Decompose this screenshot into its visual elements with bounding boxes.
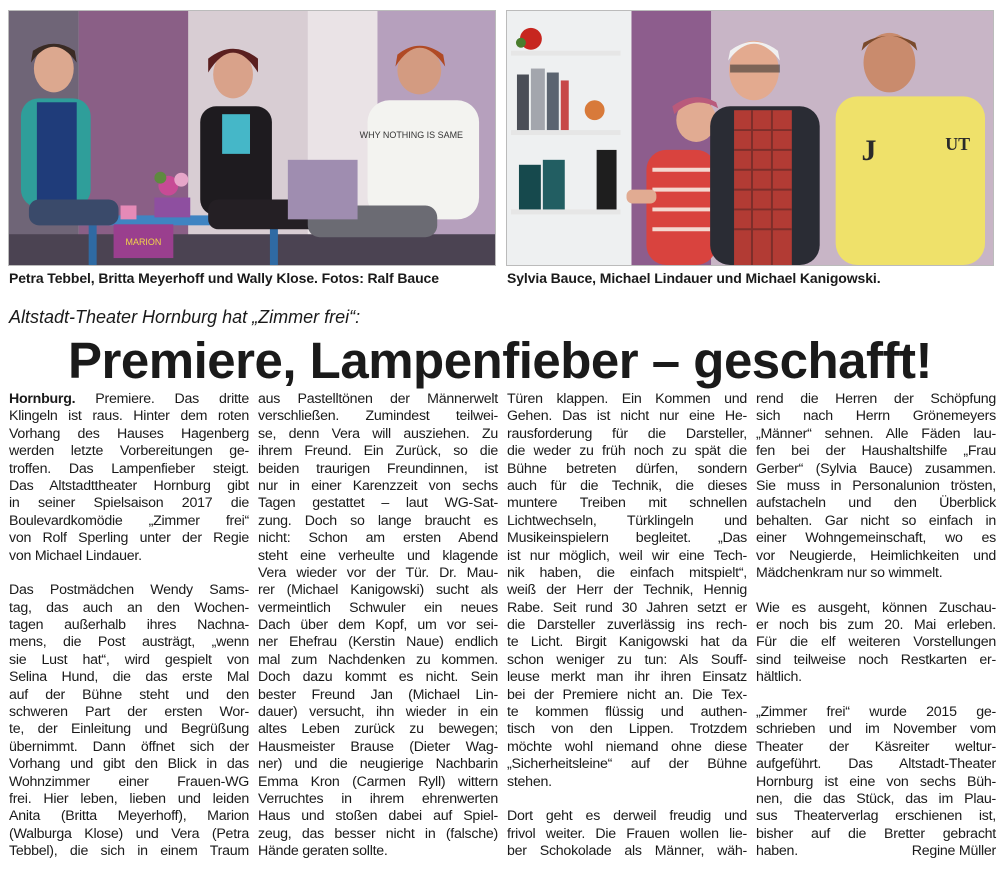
text-line: die weder zu früh noch zu spät die xyxy=(507,443,747,460)
text-line: Wohnzimmer einer Frauen-WG xyxy=(9,773,249,790)
text-line: sich nach Herrn Grönemeyers xyxy=(756,408,996,425)
text-line: „Männer“ sehnen. Alle Fäden lau- xyxy=(756,425,996,442)
text-line: (Walburga Klose) und Vera (Petra xyxy=(9,825,249,842)
article-headline: Premiere, Lampenfieber – geschafft! xyxy=(68,332,932,389)
text-line: Dach über dem Kopf, um vor sei- xyxy=(258,617,498,634)
text-line: Gehen. Das ist nicht nur eine He- xyxy=(507,408,747,425)
text-line: vermeintlich Schwuler ein neues xyxy=(258,599,498,616)
text-line: Hausmeister Brause (Dieter Wag- xyxy=(258,738,498,755)
text-line: leuse merkt man ihr ihren Einsatz xyxy=(507,669,747,686)
text-line: Emma Kron (Carmen Ryll) wittern xyxy=(258,773,498,790)
article-column-4 xyxy=(756,391,996,861)
article-column-3 xyxy=(507,391,747,861)
text-line: nicht: Schon am ersten Abend xyxy=(258,530,498,547)
article-column-1 xyxy=(9,391,249,861)
text-line: mens, die Post austrägt, „wenn xyxy=(9,634,249,651)
text-line: von Rolf Sperling unter der Regie xyxy=(9,530,249,547)
text-line: fen bei der Haushaltshilfe „Frau xyxy=(756,443,996,460)
text-line: Hornburg. Premiere. Das dritte xyxy=(9,391,249,407)
text-line: ist nur möglich, weil wir eine Tech- xyxy=(507,547,747,564)
text-line: tagen außerhalb ihres Nachna- xyxy=(9,617,249,634)
text-line: altes Leben zurück zu bewegen; xyxy=(258,721,498,738)
text-line: se, denn Vera will ausziehen. Zu xyxy=(258,425,498,442)
text-line: beiden traurigen Freundinnen, ist xyxy=(258,460,498,477)
photo-caption-left: Petra Tebbel, Britta Meyerhoff und Wally Klose. Fotos: Ralf Bauce xyxy=(9,270,439,286)
text-line: Vera wieder vor der Tür. Dr. Mau- xyxy=(258,564,498,581)
text-line: dauer) versucht, ihn wieder in ein xyxy=(258,704,498,721)
text-line: verschließen. Zumindest teilwei- xyxy=(258,408,498,425)
text-line: te, der Einleitung und Begrüßung xyxy=(9,721,249,738)
text-line: „Sicherheitsleine“ auf der Bühne xyxy=(507,756,747,773)
text-line: Rabe. Seit rund 30 Jahren setzt er xyxy=(507,599,747,616)
text-line: sus Theaterverlag erschienen ist, xyxy=(756,808,996,825)
text-line: ber Schokolade als Männer, wäh- xyxy=(507,843,747,860)
text-line: Klingeln ist raus. Hinter dem roten xyxy=(9,408,249,425)
text-line: nur in einer Karenzzeit von sechs xyxy=(258,477,498,494)
text-line: nen, die das Stück, das im Plau- xyxy=(756,790,996,807)
text-line: schrieben und im November vom xyxy=(756,721,996,738)
text-line xyxy=(756,843,996,860)
text-line: schon weniger zu tun: Als Souff- xyxy=(507,651,747,668)
text-line: tisch von den Lippen. Trotzdem xyxy=(507,721,747,738)
text-line: aus Pastelltönen der Männerwelt xyxy=(258,391,498,407)
text-line: Für die elf weiteren Vorstellungen xyxy=(756,634,996,651)
text-line: auch für die Technik, die dieses xyxy=(507,477,747,494)
text-line: möchte wohl niemand ohne diese xyxy=(507,738,747,755)
text-line: er noch bis zum 20. Mai erleben. xyxy=(756,617,996,634)
shirt-print: WHY NOTHING IS SAME xyxy=(359,130,464,140)
photo-stage-woman-two-men xyxy=(507,11,993,265)
text-line: Bühne betreten dürfen, sondern xyxy=(507,460,747,477)
text-line: hältlich. xyxy=(756,669,802,686)
article-column-2 xyxy=(258,391,498,861)
text-line: tag, das auch an den Wochen- xyxy=(9,599,249,616)
photo-stage-three-women xyxy=(9,11,495,265)
text-line: übernimmt. Dann öffnet sich der xyxy=(9,738,249,755)
text-line: bei der Premiere nicht an. Die Tex- xyxy=(507,686,747,703)
svg-text:J: J xyxy=(861,133,877,167)
text-line: Selina Hund, die das erste Mal xyxy=(9,669,249,686)
text-line: Mädchenkram nur so wimmelt. xyxy=(756,564,943,581)
text-line: Haus und stoßen dabei auf Spiel- xyxy=(258,808,498,825)
text-line: „Zimmer frei“ wurde 2015 ge- xyxy=(756,704,996,721)
table-sign: MARION xyxy=(125,237,162,248)
text-line: bester Freund Jan (Michael Lin- xyxy=(258,686,498,703)
text-line: sind teilweise noch Restkarten er- xyxy=(756,651,996,668)
text-line: Hände geraten sollte. xyxy=(258,843,388,860)
text-line: Vorhang des Hauses Hagenberg xyxy=(9,425,249,442)
text-line: te kommen flüssig und authen- xyxy=(507,704,747,721)
text-line: schweren Part der ersten Wor- xyxy=(9,704,249,721)
text-line: Tagen gestattet – laut WG-Sat- xyxy=(258,495,498,512)
text-line: vor Neugierde, Heimlichkeiten und xyxy=(756,547,996,564)
text-line: Lichtwechseln, Türklingeln und xyxy=(507,512,747,529)
text-line: ner) und die neugierige Nachbarin xyxy=(258,756,498,773)
text-line: bisher auf die Bretter gebracht xyxy=(756,825,996,842)
text-line: rend die Herren der Schöpfung xyxy=(756,391,996,407)
paragraph-gap xyxy=(756,582,996,599)
text-line: einer Wohngemeinschaft, wo es xyxy=(756,530,996,547)
text-line: Theater der Käsreiter weltur- xyxy=(756,738,996,755)
text-line: stehen. xyxy=(507,773,552,790)
article-dateline: Hornburg. xyxy=(9,391,76,407)
photo-caption-right: Sylvia Bauce, Michael Lindauer und Michael Kanigowski. xyxy=(507,270,881,286)
text-line: troffen. Das Lampenfieber steigt. xyxy=(9,460,249,477)
text-line: Dort geht es derweil freudig und xyxy=(507,808,747,825)
text-line: Tebbel), die sich in einem Traum xyxy=(9,843,249,860)
text-line: Anita (Britta Meyerhoff), Marion xyxy=(9,808,249,825)
text-line: die Darsteller zuverlässig ins rech- xyxy=(507,617,747,634)
text-line: ihrem Freund. Ein Zurück, so die xyxy=(258,443,498,460)
text-line: Sie muss in Personalunion trösten, xyxy=(756,477,996,494)
text-line-end: haben. xyxy=(756,843,798,860)
text-line: behalten. Gar nicht so einfach in xyxy=(756,512,996,529)
text-line: Das Postmädchen Wendy Sams- xyxy=(9,582,249,599)
text-line: ner Ehefrau (Kerstin Naue) endlich xyxy=(258,634,498,651)
text-line: aufgeführt. Das Altstadt-Theater xyxy=(756,756,996,773)
article-author: Regine Müller xyxy=(911,843,996,860)
text-line: sie Lust hat“, wird gespielt von xyxy=(9,651,249,668)
text-line: Türen klappen. Ein Kommen und xyxy=(507,391,747,407)
text-line: weiß der Herr der Technik, Hennig xyxy=(507,582,747,599)
text-line: rausforderung für die Darsteller, xyxy=(507,425,747,442)
text-line: steht eine verheulte und klagende xyxy=(258,547,498,564)
text-line: von Michael Lindauer. xyxy=(9,547,142,564)
paragraph-gap xyxy=(756,687,996,704)
text-line: mal zum Nachdenken zu kommen. xyxy=(258,651,498,668)
text-line: frivol weiter. Die Frauen wollen lie- xyxy=(507,825,747,842)
text-line: Hornburg ist eine von sechs Büh- xyxy=(756,773,996,790)
text-line: Verruchtes in ihrem ehrenwerten xyxy=(258,790,498,807)
text-line: Das Altstadttheater Hornburg gibt xyxy=(9,477,249,494)
text-line: frei. Hier leben, lieben und leiden xyxy=(9,790,249,807)
paragraph-gap xyxy=(507,791,747,808)
text-line: Doch dazu kommt es nicht. Sein xyxy=(258,669,498,686)
photo-left xyxy=(8,10,496,266)
text-line: auf der Bühne steht und den xyxy=(9,686,249,703)
text-line: nik haben, die einfach mitspielt“, xyxy=(507,564,747,581)
text-line: in seiner Spielsaison 2017 die xyxy=(9,495,249,512)
text-line: Musikeinspielern begleitet. „Das xyxy=(507,530,747,547)
text-line: Gerber“ (Sylvia Bauce) zusammen. xyxy=(756,460,996,477)
text-line: Vorhang und gibt den Blick in das xyxy=(9,756,249,773)
text-line: Boulevardkomödie „Zimmer frei“ xyxy=(9,512,249,529)
text-line: zeug, das besser nicht in (falsche) xyxy=(258,825,498,842)
paragraph-gap xyxy=(9,565,249,582)
text-line: te Licht. Birgit Kanigowski hat da xyxy=(507,634,747,651)
text-line: muntere Treiben mit schnellen xyxy=(507,495,747,512)
text-line: aufstacheln und den Überblick xyxy=(756,495,996,512)
text-line: rer (Michael Kanigowski) sucht als xyxy=(258,582,498,599)
text-line: Wie es ausgeht, können Zuschau- xyxy=(756,599,996,616)
text-line: zung. Doch so lange braucht es xyxy=(258,512,498,529)
text-line: werden letzte Vorbereitungen ge- xyxy=(9,443,249,460)
photo-right xyxy=(506,10,994,266)
article-kicker: Altstadt-Theater Hornburg hat „Zimmer frei“: xyxy=(9,307,361,327)
svg-text:UT: UT xyxy=(945,133,971,154)
